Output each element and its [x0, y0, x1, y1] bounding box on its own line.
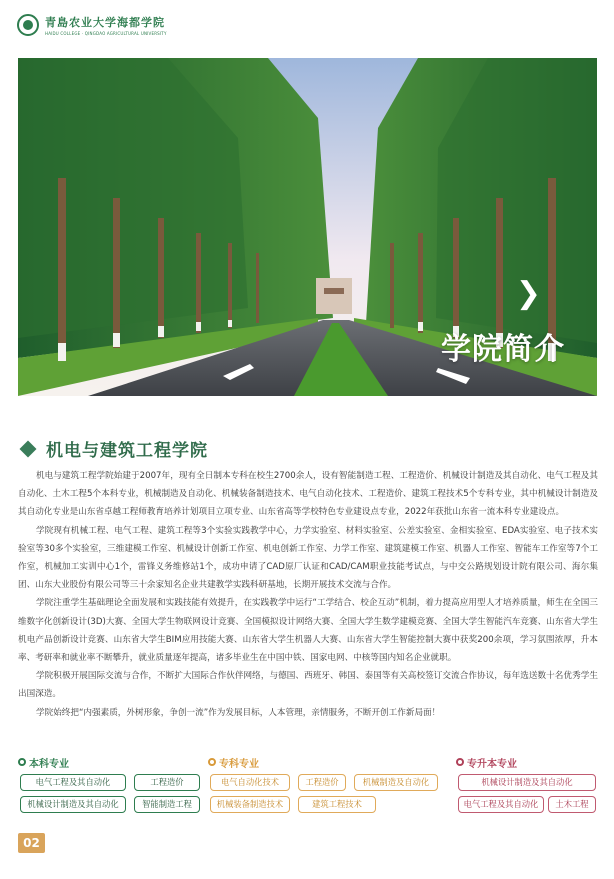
hero-title: 学院简介: [441, 332, 565, 367]
major-tag: 机械设计制造及其自动化: [458, 774, 596, 791]
major-tag: 土木工程: [548, 796, 596, 813]
circle-bullet-icon: [208, 758, 216, 766]
major-tag: 机械制造及自动化: [354, 774, 438, 791]
major-tag: 电气工程及其自动化: [20, 774, 126, 791]
college-seal-icon: [17, 14, 39, 36]
paragraph: 学院注重学生基础理论全面发展和实践技能有效提升，在实践教学中运行“工学结合、校企互动”机制，着力提高应用型人才培养质量，师生在全国三维数字化创新设计(3D)大赛、全国大学生物联网设计竞赛、全国模拟设计网络大赛、全国大学生数学建模竞赛、全国大学生智能汽车竞赛、山东省大学生机电产品创新设计竞赛、山东省大学生BIM应用技能大赛、山东省大学生机器人大赛、山东省大学生智能控制大赛中获奖200余项，学习氛围浓厚，升本率、考研率和就业率不断攀升，就业质量逐年提高，诸多毕业生在中国中铁、国家电网、中核等国内知名企业就职。: [18, 598, 598, 664]
circle-bullet-icon: [18, 758, 26, 766]
chevron-right-icon: ❯: [515, 276, 541, 311]
college-name-en: HAIDU COLLEGE · QINGDAO AGRICULTURAL UNIVERSITY: [45, 31, 167, 36]
upgrade-label: 专升本专业: [467, 758, 517, 770]
undergrad-majors: [18, 755, 208, 809]
college-name: 青島农业大学海都学院: [45, 16, 165, 29]
major-tag: 智能制造工程: [134, 796, 200, 813]
junior-label: 专科专业: [219, 758, 259, 770]
major-tag: 工程造价: [298, 774, 346, 791]
paragraph: 学院现有机械工程、电气工程、建筑工程等3个实验实践教学中心，力学实验室、材料实验室、公差实验室、金相实验室、EDA实验室、电子技术实验室等30多个实验室，三维建模工作室、机械设计创新工作室、机电创新工作室、力学工作室、建筑建模工作室、机器人工作室、智能车工作室等7个工作室，机械加工实训中心1个，雷锋义务维修站1个，成功申请了CAD原厂认证和CAD/CAM职业技能考试点，与中交公路规划设计院有限公司、海尔集团、山东大业股份有限公司等三十余家知名企业共建教学实践科研基地，长期开展技术交流与合作。: [18, 525, 598, 591]
introduction-text: [18, 467, 598, 722]
diamond-bullet-icon: [20, 440, 37, 457]
campus-photo: [18, 58, 597, 396]
major-tag: 机械装备制造技术: [210, 796, 290, 813]
major-tag: 工程造价: [134, 774, 200, 791]
major-tag: 电气工程及其自动化: [458, 796, 544, 813]
section-title: 机电与建筑工程学院: [46, 441, 208, 461]
paragraph: 机电与建筑工程学院始建于2007年，现有全日制本专科在校生2700余人，设有智能制造工程、工程造价、机械设计制造及其自动化、电气工程及其自动化、土木工程5个本科专业，机械制造及自动化、机械装备制造技术、电气自动化技术、工程造价、建筑工程技术5个专科专业，其中机械设计制造及其自动化专业是山东省卓越工程师教育培养计划项目立项专业、山东省高等学校特色专业建设点专业，2022年获批山东省一流本科专业建设点。: [18, 471, 598, 518]
paragraph: 学院始终把“内强素质，外树形象，争创一流”作为发展目标，人本管理，亲情服务，不断开创工作新局面！: [36, 707, 441, 718]
major-tag: 建筑工程技术: [298, 796, 376, 813]
undergrad-label: 本科专业: [29, 758, 69, 770]
college-logo: [17, 10, 167, 40]
upgrade-majors: [456, 755, 598, 809]
majors-section: [18, 755, 598, 815]
major-tag: 机械设计制造及其自动化: [20, 796, 126, 813]
major-tag: 电气自动化技术: [210, 774, 290, 791]
page-number: 02: [18, 833, 45, 853]
junior-college-majors: [208, 755, 458, 809]
paragraph: 学院积极开展国际交流与合作，不断扩大国际合作伙伴网络，与德国、西班牙、韩国、泰国等有关高校签订交流合作协议，每年选送数十名优秀学生出国深造。: [18, 671, 598, 700]
circle-bullet-icon: [456, 758, 464, 766]
section-heading: [20, 436, 208, 461]
